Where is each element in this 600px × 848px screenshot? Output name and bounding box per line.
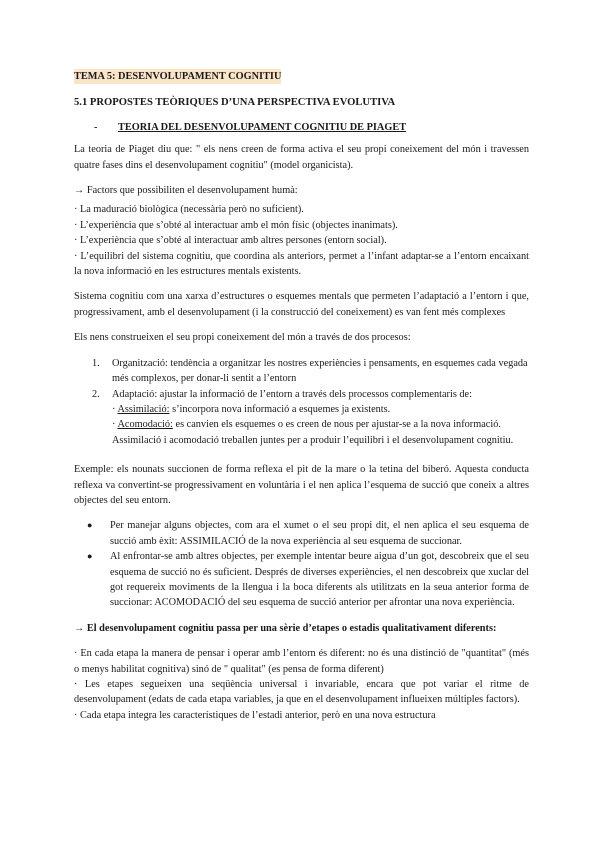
stage-item: · Les etapes segueixen una seqüència universal i invariable, encara que pot variar el ritme de desenvolupament (edats de cada etapa variables, ja que en el desenvolupament influeixen múltiples factors). (74, 679, 529, 706)
example-bullets (74, 518, 529, 610)
processes-intro: Els nens construeixen el seu propi coneixement del món a través de dos procesos: (74, 332, 411, 344)
bullet-item (74, 518, 529, 549)
process-item-organitzacio (74, 356, 529, 387)
subsection-title: TEORIA DEL DESENVOLUPAMENT COGNITIU DE PIAGET (118, 121, 407, 133)
bullet-text: Per manejar alguns objectes, com ara el xumet o el seu propi dit, el nen aplica el seu esquema de succió amb èxit: ASSIMILACIÓ de la nova experiència al seu esquema de succionar. (110, 520, 529, 547)
page-title: TEMA 5: DESENVOLUPAMENT COGNITIU (74, 69, 281, 84)
stage-item: · Cada etapa integra les característiques de l’estadi anterior, però en una nova estructura (74, 709, 436, 721)
assimilacio-text: s’incorpora nova informació a esquemes ja existents. (169, 403, 391, 415)
section-heading: 5.1 PROPOSTES TEÒRIQUES D’UNA PERSPECTIVA EVOLUTIVA (74, 97, 396, 109)
bullet-prefix: · (112, 403, 118, 415)
intro-paragraph: La teoria de Piaget diu que: " els nens creen de forma activa el seu propi coneixement del món i travessen quatre fases dins el desenvolupament cognitiu" (model organicista). (74, 144, 529, 171)
bullet-dot: ● (87, 520, 93, 531)
bullet-prefix: · (112, 419, 118, 431)
acomodacio-term: Acomodació: (117, 419, 173, 431)
factor-item: · L’equilibri del sistema cognitiu, que coordina als anteriors, permet a l’infant adaptar-se a l’entorn encaixant la nova informació en les estructures mentals existents. (74, 250, 529, 278)
list-number: 2. (92, 388, 100, 400)
sistema-paragraph: Sistema cognitiu com una xarxa d’estructures o esquemes mentals que permeten l’adaptació a l’entorn i que, progressivament, amb el desenvolupament (i la construcció del coneixement) es van fent més complexes (74, 291, 529, 318)
factor-item: · L’experiència que s’obté al interactuar amb el món físic (objectes inanimats). (74, 219, 398, 231)
acomodacio-text: es canvien els esquemes o es creen de nous per ajustar-se a la nova informació. (172, 419, 501, 431)
bullet-dot: ● (87, 551, 93, 562)
assimilacio-line (112, 402, 529, 417)
document-body (74, 69, 529, 723)
process-text: Adaptació: ajustar la informació de l’entorn a través dels processos complementaris de: (112, 388, 472, 400)
together-line: Assimilació i acomodació treballen juntes per a produir l’equilibri i el desenvolupament cognitiu. (112, 434, 514, 446)
process-text: Organització: tendència a organitzar les nostres experiències i pensaments, en esquemes cada vegada més complexos, per donar-li sentit a l’entorn (112, 357, 528, 385)
assimilacio-term: Assimilació: (117, 403, 170, 415)
factors-heading: → Factors que possibiliten el desenvolupament humà: (74, 185, 298, 197)
stages-list (74, 646, 529, 723)
process-item-adaptacio (74, 387, 529, 449)
bullet-text: Al enfrontar-se amb altres objectes, per exemple intentar beure aigua d’un got, descobreix que el seu esquema de succió no és suficient. Després de diverses experiències, el nen descobreix que xuclar del got requereix moviments de la llengua i la boca diferents als utilitzats en la seua anterior forma de succionar: ACOMODACIÓ del seu esquema de succió anterior per afrontar una nova experiència. (110, 551, 529, 609)
subsection-dash: - (94, 121, 98, 133)
stage-item: · En cada etapa la manera de pensar i operar amb l’entorn és diferent: no és una distinció de "quantitat" (més o menys habilitat cognitiva) sinó de " qualitat" (es pensa de forma diferent) (74, 648, 529, 675)
subsection-heading (94, 120, 529, 135)
list-number: 1. (92, 357, 100, 369)
factors-list (74, 202, 529, 279)
processes-list (74, 356, 529, 448)
factor-item: · L’experiència que s’obté al interactuar amb altres persones (entorn social). (74, 235, 387, 247)
stages-heading: → El desenvolupament cognitiu passa per una sèrie d’etapes o estadis qualitativament diferents: (74, 622, 497, 634)
factor-item: · La maduració biològica (necessària però no suficient). (74, 204, 304, 216)
bullet-item (74, 549, 529, 611)
acomodacio-line (112, 417, 529, 432)
example-paragraph: Exemple: els nounats succionen de forma reflexa el pit de la mare o la tetina del biberó. Aquesta conducta reflexa va convertint-se progressivament en voluntària i el nen aplica l’esquema de succió que coneix a altres objectes del seu entorn. (74, 464, 529, 506)
